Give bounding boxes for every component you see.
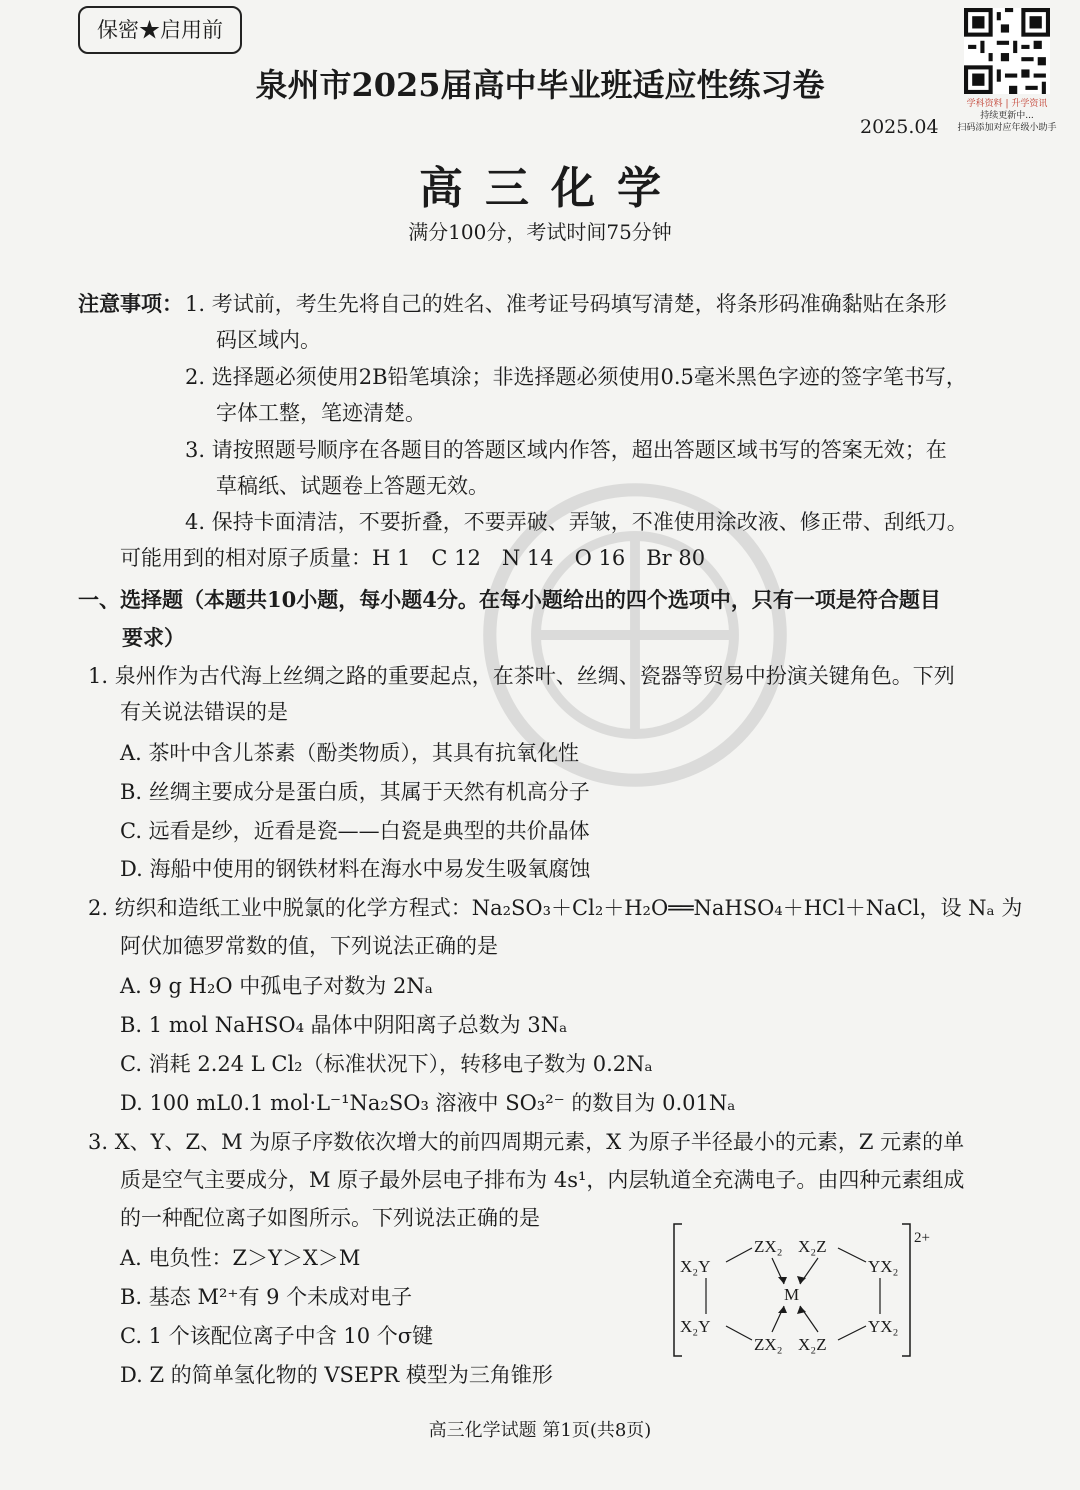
qr-code-icon: [964, 8, 1050, 94]
label-top-right-n: X₂Z: [798, 1237, 827, 1256]
label-bottom-right-n: X₂Z: [798, 1335, 827, 1354]
exam-title: 泉州市2025届高中毕业班适应性练习卷: [255, 66, 825, 104]
q2-option-d: D. 100 mL0.1 mol·L⁻¹Na₂SO₃ 溶液中 SO₃²⁻ 的数目为 0.01Nₐ: [120, 1091, 736, 1115]
q1-option-b: B. 丝绸主要成分是蛋白质，其属于天然有机高分子: [120, 780, 590, 804]
q2-option-c: C. 消耗 2.24 L Cl₂（标准状况下），转移电子数为 0.2Nₐ: [120, 1052, 653, 1076]
confidential-badge: 保密★启用前: [78, 6, 242, 54]
notice-item-1-cont: 码区域内。: [216, 328, 321, 352]
section-heading: 一、选择题（本题共10小题，每小题4分。在每小题给出的四个选项中，只有一项是符合题目: [78, 587, 941, 612]
label-top-left-n: ZX₂: [754, 1237, 783, 1256]
q3-stem-cont2: 的一种配位离子如图所示。下列说法正确的是: [120, 1206, 540, 1230]
label-center-m: M: [784, 1285, 800, 1304]
notice-item-2-cont: 字体工整，笔迹清楚。: [216, 401, 426, 425]
label-left-bottom: X₂Y: [680, 1317, 711, 1336]
coordination-ion-figure: [668, 1218, 968, 1368]
ion-charge: 2+: [914, 1230, 930, 1246]
subject-title: 高三化学: [419, 163, 683, 214]
q1-option-a: A. 茶叶中含儿茶素（酚类物质），其具有抗氧化性: [120, 741, 580, 765]
q2-option-a: A. 9 g H₂O 中孤电子对数为 2Nₐ: [120, 974, 433, 998]
q2-stem: 2. 纺织和造纸工业中脱氯的化学方程式：Na₂SO₃＋Cl₂＋H₂O══NaHSO₄＋HCl＋NaCl，设 Nₐ 为: [88, 896, 1023, 920]
label-right-bottom: YX₂: [868, 1317, 899, 1336]
q3-stem-cont: 质是空气主要成分，M 原子最外层电子排布为 4s¹，内层轨道全充满电子。由四种元素组成: [120, 1168, 965, 1192]
notice-item-3: 3. 请按照题号顺序在各题目的答题区域内作答，超出答题区域书写的答案无效；在: [185, 438, 947, 462]
atomic-masses: 可能用到的相对原子质量：H 1 C 12 N 14 O 16 Br 80: [120, 546, 706, 570]
notice-item-4: 4. 保持卡面清洁，不要折叠，不要弄破、弄皱，不准使用涂改液、修正带、刮纸刀。: [185, 510, 968, 534]
label-right-top: YX₂: [868, 1257, 899, 1276]
q3-option-b: B. 基态 M²⁺有 9 个未成对电子: [120, 1285, 413, 1309]
page-footer: 高三化学试题 第1页(共8页): [428, 1420, 652, 1441]
notice-item-2: 2. 选择题必须使用2B铅笔填涂；非选择题必须使用0.5毫米黑色字迹的签字笔书写，: [185, 365, 967, 389]
q1-stem: 1. 泉州作为古代海上丝绸之路的重要起点，在茶叶、丝绸、瓷器等贸易中扮演关键角色。下列: [88, 664, 955, 688]
q1-option-d: D. 海船中使用的钢铁材料在海水中易发生吸氧腐蚀: [120, 857, 591, 881]
notice-item-3-cont: 草稿纸、试题卷上答题无效。: [216, 474, 489, 498]
label-bottom-left-n: ZX₂: [754, 1335, 783, 1354]
exam-info: 满分100分，考试时间75分钟: [408, 220, 672, 244]
q3-option-a: A. 电负性：Z＞Y＞X＞M: [120, 1246, 361, 1270]
q2-option-b: B. 1 mol NaHSO₄ 晶体中阴阳离子总数为 3Nₐ: [120, 1013, 568, 1037]
qr-caption-1: 学科资料 | 升学资讯: [966, 99, 1048, 109]
q3-option-c: C. 1 个该配位离子中含 10 个σ键: [120, 1324, 434, 1348]
notice-item-1: 1. 考试前，考生先将自己的姓名、准考证号码填写清楚，将条形码准确黏贴在条形: [185, 292, 947, 316]
exam-date: 2025.04: [860, 116, 939, 138]
q3-stem: 3. X、Y、Z、M 为原子序数依次增大的前四周期元素，X 为原子半径最小的元素，Z 元素的单: [88, 1130, 965, 1154]
notice-label: 注意事项：: [78, 291, 183, 316]
section-heading-cont: 要求）: [122, 625, 185, 650]
q2-stem-cont: 阿伏加德罗常数的值，下列说法正确的是: [120, 934, 498, 958]
qr-caption-3: 扫码添加对应年级小助手: [957, 123, 1057, 133]
q1-stem-cont: 有关说法错误的是: [120, 700, 288, 724]
qr-caption-2: 持续更新中...: [980, 111, 1034, 121]
q1-option-c: C. 远看是纱，近看是瓷——白瓷是典型的共价晶体: [120, 819, 590, 843]
label-left-top: X₂Y: [680, 1257, 711, 1276]
q3-option-d: D. Z 的简单氢化物的 VSEPR 模型为三角锥形: [120, 1363, 553, 1387]
